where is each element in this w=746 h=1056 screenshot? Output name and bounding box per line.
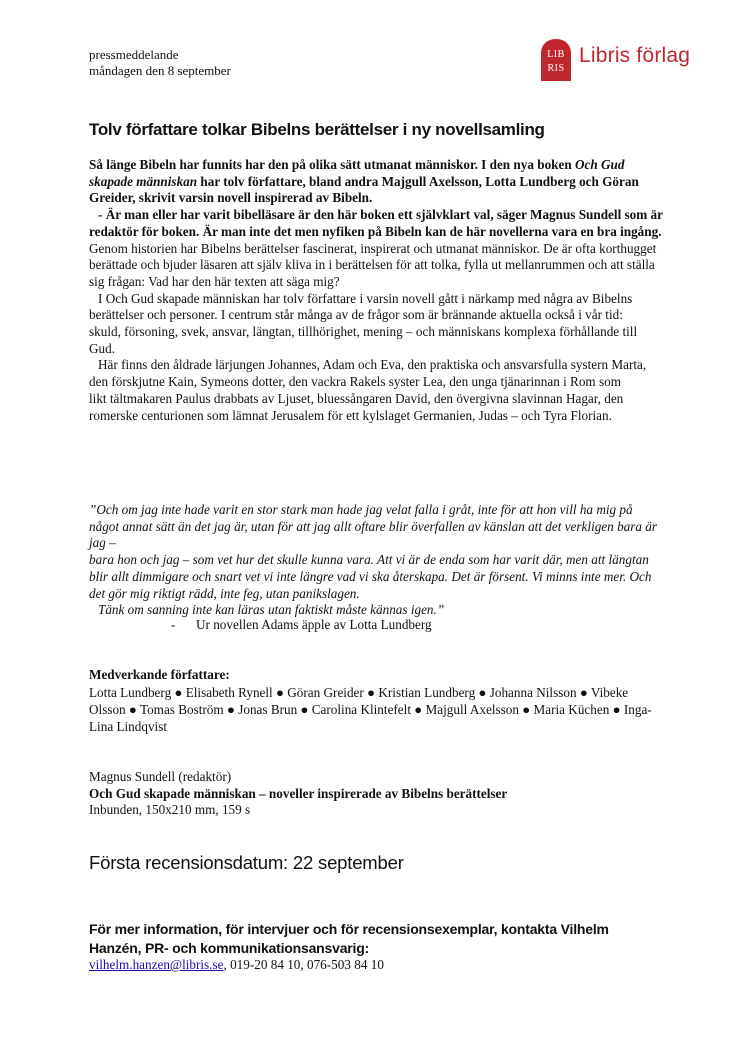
quote-paragraph-1: ”Och om jag inte hade varit en stor stark man hade jag velat falla i gråt, inte för att hon vill ha mig på något annat sätt än det jag är, utan för att jag allt oftare blir överfallen av känslan att det verkligen bara är jag – <box>89 502 658 551</box>
quote-source <box>171 617 432 633</box>
book-format: Inbunden, 150x210 mm, 159 s <box>89 802 251 817</box>
doc-type: pressmeddelande <box>89 47 179 62</box>
contributors-heading: Medverkande författare: <box>89 667 230 682</box>
body-paragraph-3: skuld, försoning, svek, ansvar, längtan, tillhörighet, mening – och människans komplexa förhållande till Gud. <box>89 324 638 356</box>
contact-phones: , 019-20 84 10, 076-503 84 10 <box>223 957 384 972</box>
book-title: Och Gud skapade människan – noveller inspirerade av Bibelns berättelser <box>89 785 508 801</box>
book-editor: Magnus Sundell (redaktör) <box>89 769 232 784</box>
body-paragraph-1: Genom historien har Bibelns berättelser fascinerat, inspirerat och utmanat människor. De är ofta korthugget berättade och bjuder läsaren att själv kliva in i berättelsen för att tolka, fylla ut mellanrummen och att ställa sig frågan: Vad har den här texten att säga mig? <box>89 240 657 289</box>
quote-paragraph-2: bara hon och jag – som vet hur det skulle kunna vara. Att vi är de enda som har varit där, men att längtan blir allt dimmigare och snart vet vi inte längre vad vi ska återskapa. Det är försent. Vi minns inte mer. Och det gör mig riktigt rädd, inte feg, utan panikslagen. <box>89 552 652 601</box>
book-title-inline: Och Gud skapade människan <box>89 157 625 189</box>
book-quote <box>89 502 664 619</box>
contact-details <box>89 957 384 973</box>
body-paragraph-5: likt tältmakaren Paulus drabbats av Ljuset, bluessångaren David, den övergivna slavinnan Hagar, den romerske centurionen som lämnat Jerusalem för ett kylslaget Germanien, Judas – och Tyra Florian. <box>89 390 624 423</box>
intro-paragraph-2: - Är man eller har varit bibelläsare är den här boken ett självklart val, säger Magnus Sundell som är redaktör för boken. Är man inte det men nyfiken på Bibeln kan de här novellerna vara en bra ingång. <box>89 207 663 239</box>
doc-date: måndagen den 8 september <box>89 63 231 78</box>
svg-text:RIS: RIS <box>547 63 565 74</box>
body-paragraph-4: Här finns den åldrade lärjungen Johannes, Adam och Eva, den praktiska och ansvarsfulla systern Marta, den förskjutne Kain, Symeons dotter, den vackra Rakels syster Lea, den unga tjänarinnan i Rom som <box>89 357 647 390</box>
book-info <box>89 769 664 819</box>
libris-logo-mark-icon <box>539 38 573 82</box>
document-meta <box>89 47 231 79</box>
intro-paragraph-1: Så länge Bibeln har funnits har den på olika sätt utmanat människor. I den nya boken Och Gud skapade människan har tolv författare, bland andra Majgull Axelsson, Lotta Lundberg och Göran Greider, skrivit varsin novell inspirerad av Bibeln. <box>89 157 639 206</box>
quote-source-text: Ur novellen Adams äpple av Lotta Lundberg <box>196 617 432 632</box>
body-paragraph-2: I Och Gud skapade människan har tolv författare i varsin novell gått i närkamp med några av Bibelns berättelser och personer. I centrum står många av de frågor som är brännande aktuella också i vår tid: <box>89 290 633 323</box>
body-text <box>89 157 664 424</box>
contributors-list: Lotta Lundberg ● Elisabeth Rynell ● Göran Greider ● Kristian Lundberg ● Johanna Nilsson ● Vibeke Olsson ● Tomas Boström ● Jonas Brun ● Carolina Klintefelt ● Majgull Axelsson ● Maria Küchen ● Inga-Lina Lindqvist <box>89 685 652 734</box>
libris-logo <box>539 38 709 84</box>
svg-text:LIB: LIB <box>547 49 565 60</box>
review-date: Första recensionsdatum: 22 september <box>89 852 404 873</box>
contact-email-link[interactable]: vilhelm.hanzen@libris.se <box>89 957 224 972</box>
logo-text: Libris förlag <box>579 44 691 67</box>
quote-paragraph-3: Tänk om sanning inte kan läras utan faktiskt måste kännas igen.” <box>98 602 445 618</box>
headline: Tolv författare tolkar Bibelns berättelser i ny novellsamling <box>89 120 545 139</box>
quote-source-dash: - <box>171 617 176 632</box>
contact-heading: För mer information, för intervjuer och för recensionsexemplar, kontakta Vilhelm Hanzén, PR- och kommunikationsansvarig: <box>89 921 609 956</box>
